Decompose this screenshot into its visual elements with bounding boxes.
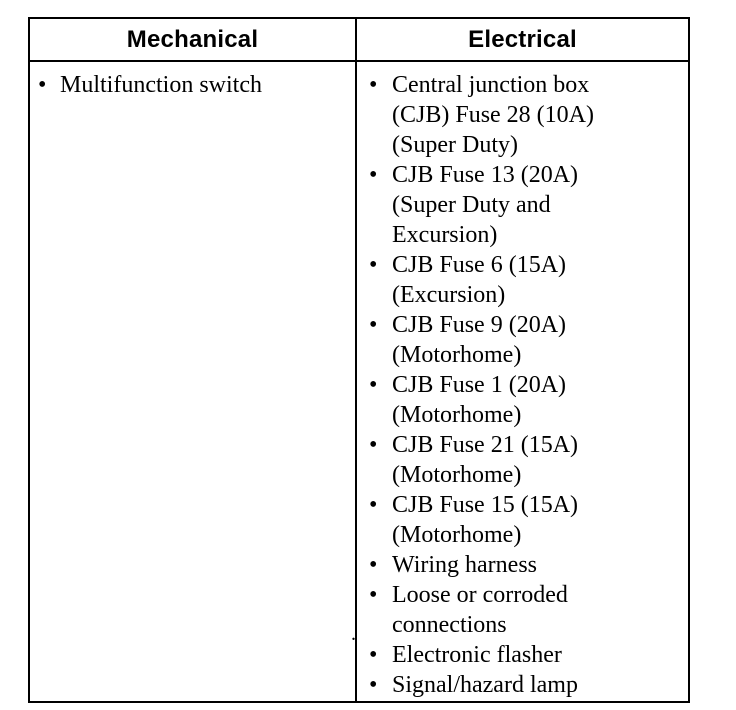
- list-item-text: CJB Fuse 1 (20A) (Motorhome): [392, 372, 567, 428]
- bullet-icon: •: [369, 312, 378, 338]
- bullet-icon: •: [369, 432, 378, 458]
- list-item: [357, 70, 622, 160]
- list-item-text: CJB Fuse 15 (15A) (Motorhome): [392, 492, 579, 548]
- list-item-text: Central junction box (CJB) Fuse 28 (10A) (Super Duty): [392, 72, 594, 158]
- list-item: [357, 580, 622, 640]
- list-item-text: Multifunction switch: [60, 72, 262, 98]
- mechanical-cell: [30, 62, 357, 701]
- bullet-icon: •: [369, 372, 378, 398]
- list-item-text: CJB Fuse 13 (20A) (Super Duty and Excursion): [392, 162, 579, 248]
- list-item: [357, 370, 602, 430]
- list-item: [357, 310, 602, 370]
- mechanical-list: [30, 70, 355, 100]
- bullet-icon: •: [369, 72, 378, 98]
- list-item: [357, 490, 612, 550]
- list-item-text: Signal/hazard lamp: [392, 672, 578, 698]
- electrical-list: [357, 70, 688, 700]
- list-item: [357, 430, 612, 490]
- bullet-icon: •: [369, 252, 378, 278]
- bullet-icon: •: [369, 492, 378, 518]
- header-mechanical: Mechanical: [30, 19, 357, 62]
- bullet-icon: •: [369, 672, 378, 698]
- list-item: [30, 70, 355, 100]
- list-item-text: CJB Fuse 6 (15A) (Excursion): [392, 252, 567, 308]
- list-item-text: Electronic flasher: [392, 642, 562, 668]
- list-item-text: Loose or corroded connections: [392, 582, 568, 638]
- bullet-icon: •: [369, 642, 378, 668]
- list-item: [357, 640, 688, 670]
- header-electrical: Electrical: [357, 19, 688, 62]
- bullet-icon: •: [38, 72, 47, 98]
- list-item: [357, 160, 602, 250]
- list-item-text: CJB Fuse 9 (20A) (Motorhome): [392, 312, 567, 368]
- symptom-chart-table: [28, 17, 690, 703]
- scan-artifact-dot: .: [351, 623, 356, 645]
- bullet-icon: •: [369, 582, 378, 608]
- list-item: [357, 670, 688, 700]
- list-item: [357, 250, 602, 310]
- bullet-icon: •: [369, 552, 378, 578]
- list-item-text: CJB Fuse 21 (15A) (Motorhome): [392, 432, 579, 488]
- list-item-text: Wiring harness: [392, 552, 537, 578]
- electrical-cell: [357, 62, 688, 701]
- bullet-icon: •: [369, 162, 378, 188]
- list-item: [357, 550, 688, 580]
